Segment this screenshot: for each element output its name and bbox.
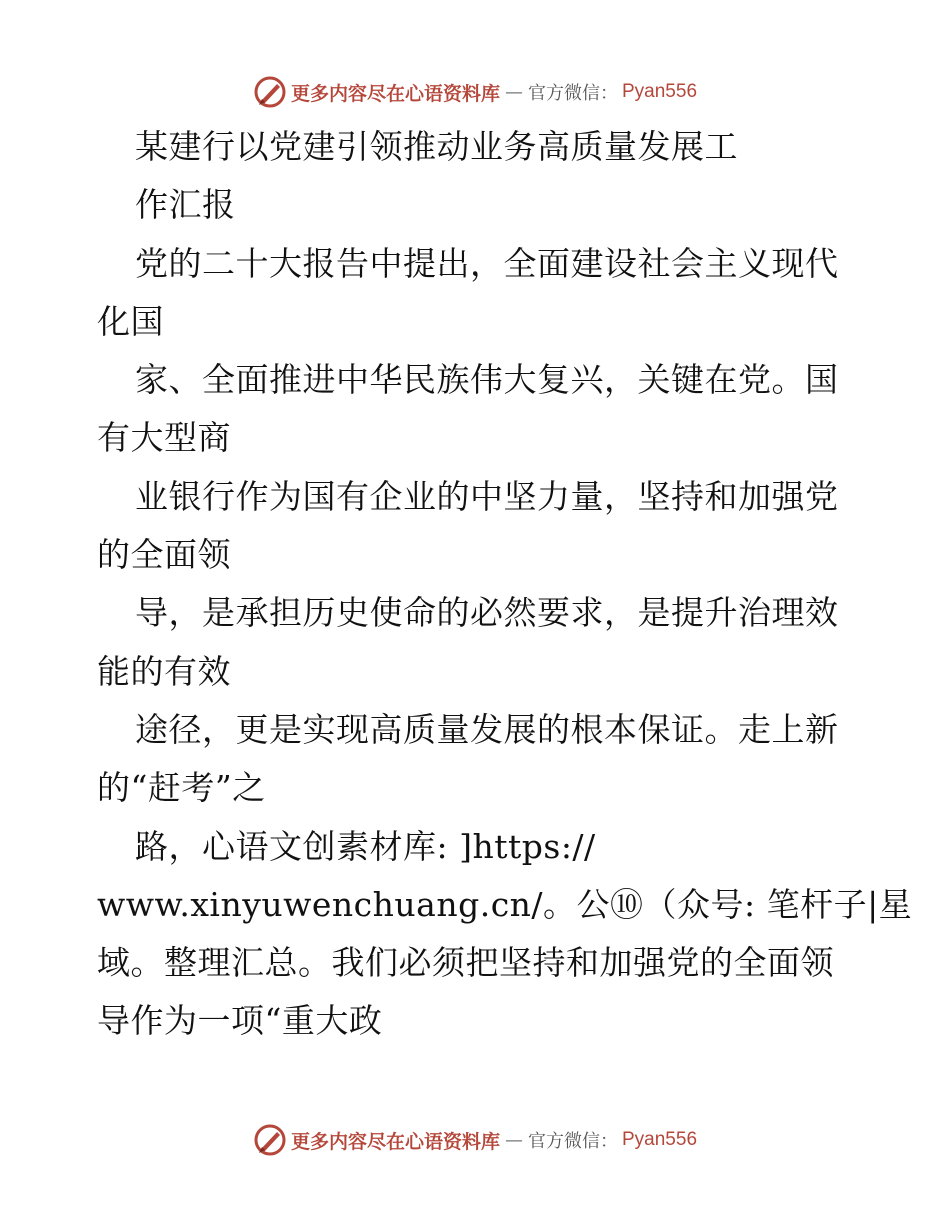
banner-promo-text: 更多内容尽在心语资料库 [290,1130,500,1153]
body-line: 有大型商 [97,418,231,458]
header-banner [0,72,950,112]
banner-separator: — [505,1129,523,1151]
banner-wechat-label: 官方微信： [528,83,618,104]
body-line: 化国 [97,301,164,341]
body-line: 导，是承担历史使命的必然要求，是提升治理效 [135,593,839,633]
body-line: 家、全面推进中华民族伟大复兴，关键在党。国 [135,360,839,400]
banner-wechat-id: Pyan556 [622,1129,698,1150]
pen-logo-icon [253,1123,287,1157]
document-body [97,118,913,1051]
banner-wechat-id: Pyan556 [622,81,698,102]
footer-banner [0,1120,950,1160]
body-line: 导作为一项“重大政 [97,1001,383,1041]
document-title-line-2: 作汇报 [135,185,236,225]
body-line-url: www.xinyuwenchuang.cn/。公⑩（众号: 笔杆子|星 [97,884,913,924]
body-line: 途径，更是实现高质量发展的根本保证。走上新 [135,709,839,749]
body-line: 能的有效 [97,651,231,691]
body-line: 业银行作为国有企业的中坚力量，坚持和加强党 [135,476,839,516]
body-line: 党的二十大报告中提出，全面建设社会主义现代 [135,243,839,283]
banner-separator: — [505,81,523,103]
body-line: 域。整理汇总。我们必须把坚持和加强党的全面领 [97,943,834,983]
body-line: 路，心语文创素材库: ]https:// [135,826,596,866]
banner-promo-text: 更多内容尽在心语资料库 [290,82,500,105]
banner-wechat-label: 官方微信： [528,1131,618,1152]
pen-logo-icon [253,75,287,109]
document-title-line-1: 某建行以党建引领推动业务高质量发展工 [135,127,738,166]
body-line: 的“赶考”之 [97,768,266,808]
body-line: 的全面领 [97,535,231,575]
